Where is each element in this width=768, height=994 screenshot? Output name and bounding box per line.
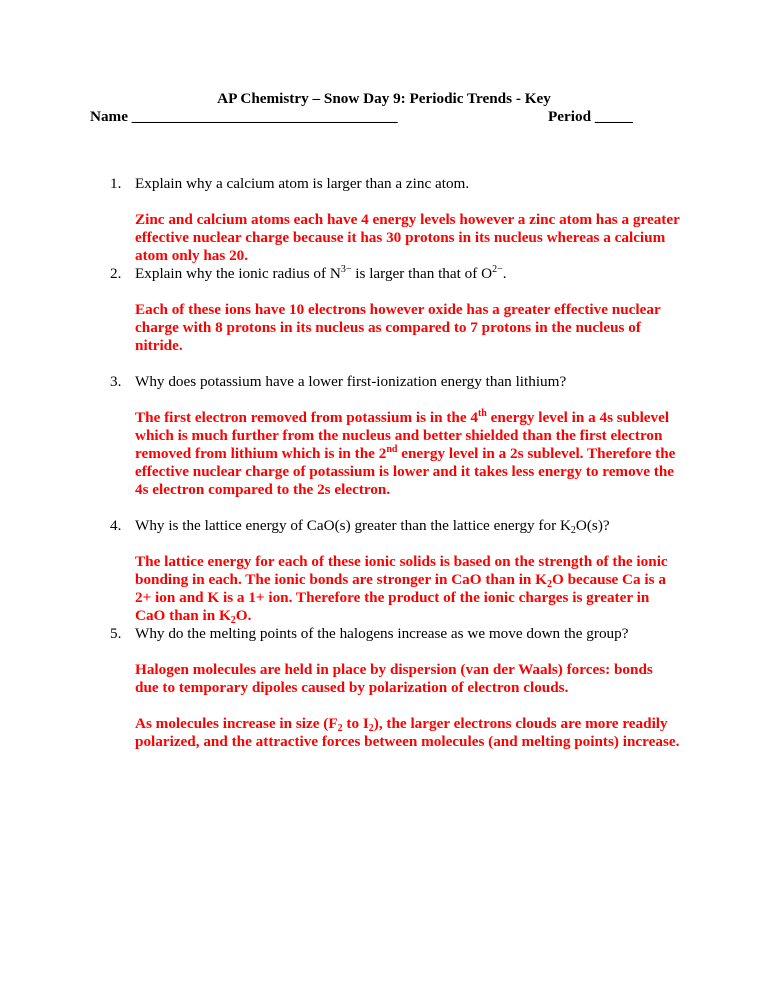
- answer-line: CaO than in $K_2O$.: [135, 607, 252, 626]
- period-field: Period _____: [548, 108, 633, 125]
- name-field: Name ___________________________________: [90, 108, 398, 125]
- answer-3: [135, 409, 690, 499]
- question-text: Why is the lattice energy of CaO(s) greater than the lattice energy for $K_2O(s)$?: [135, 517, 610, 536]
- answer-line: charge with 8 protons in its nucleus as compared to 7 protons in the nucleus of: [135, 319, 641, 336]
- question-number: 2.: [110, 265, 122, 282]
- question-text: Explain why a calcium atom is larger than a zinc atom.: [135, 175, 470, 192]
- answer-line: 2+ ion and K is a 1+ ion. Therefore the product of the ionic charges is greater in: [135, 589, 650, 606]
- answer-line: nitride.: [135, 337, 183, 354]
- answer-5-paragraph-2: [135, 715, 690, 751]
- question-number: 4.: [110, 517, 122, 534]
- question-number: 5.: [110, 625, 122, 642]
- question-text: Why do the melting points of the halogens increase as we move down the group?: [135, 625, 629, 642]
- page-title: AP Chemistry – Snow Day 9: Periodic Trends - Key: [217, 90, 551, 107]
- answer-line: Each of these ions have 10 electrons however oxide has a greater effective nuclear: [135, 301, 661, 318]
- answer-line: atom only has 20.: [135, 247, 249, 264]
- question-number: 1.: [110, 175, 122, 192]
- answer-5-paragraph-1: [135, 661, 690, 697]
- answer-2: [135, 301, 690, 355]
- answer-line: Zinc and calcium atoms each have 4 energy levels however a zinc atom has a greater: [135, 211, 680, 228]
- answer-line: due to temporary dipoles caused by polarization of electron clouds.: [135, 679, 569, 696]
- answer-line: As molecules increase in size ($F_2$ to $I_2$), the larger electrons clouds are more readily: [135, 715, 668, 734]
- question-number: 3.: [110, 373, 122, 390]
- answer-1: [135, 211, 690, 265]
- question-text: Explain why the ionic radius of $N^{3-}$ is larger than that of $O^{2-}$.: [135, 264, 507, 282]
- answer-4: [135, 553, 690, 625]
- answer-line: removed from lithium which is in the 2nd energy level in a 2s sublevel. Therefore the: [135, 444, 676, 462]
- answer-line: polarized, and the attractive forces between molecules (and melting points) increase.: [135, 733, 680, 750]
- answer-line: The first electron removed from potassium is in the 4th energy level in a 4s sublevel: [135, 408, 670, 426]
- answer-line: effective nuclear charge of potassium is lower and it takes less energy to remove the: [135, 463, 675, 480]
- answer-line: which is much further from the nucleus and better shielded than the first electron: [135, 427, 663, 444]
- question-text: Why does potassium have a lower first-ionization energy than lithium?: [135, 373, 567, 390]
- answer-line: The lattice energy for each of these ionic solids is based on the strength of the ionic: [135, 553, 668, 570]
- answer-line: bonding in each. The ionic bonds are stronger in CaO than in $K_2O$ because Ca is a: [135, 571, 666, 590]
- answer-line: effective nuclear charge because it has 30 protons in its nucleus whereas a calcium: [135, 229, 666, 246]
- answer-line: Halogen molecules are held in place by dispersion (van der Waals) forces: bonds: [135, 661, 653, 678]
- name-period-row: [90, 108, 680, 126]
- answer-line: 4s electron compared to the 2s electron.: [135, 481, 391, 498]
